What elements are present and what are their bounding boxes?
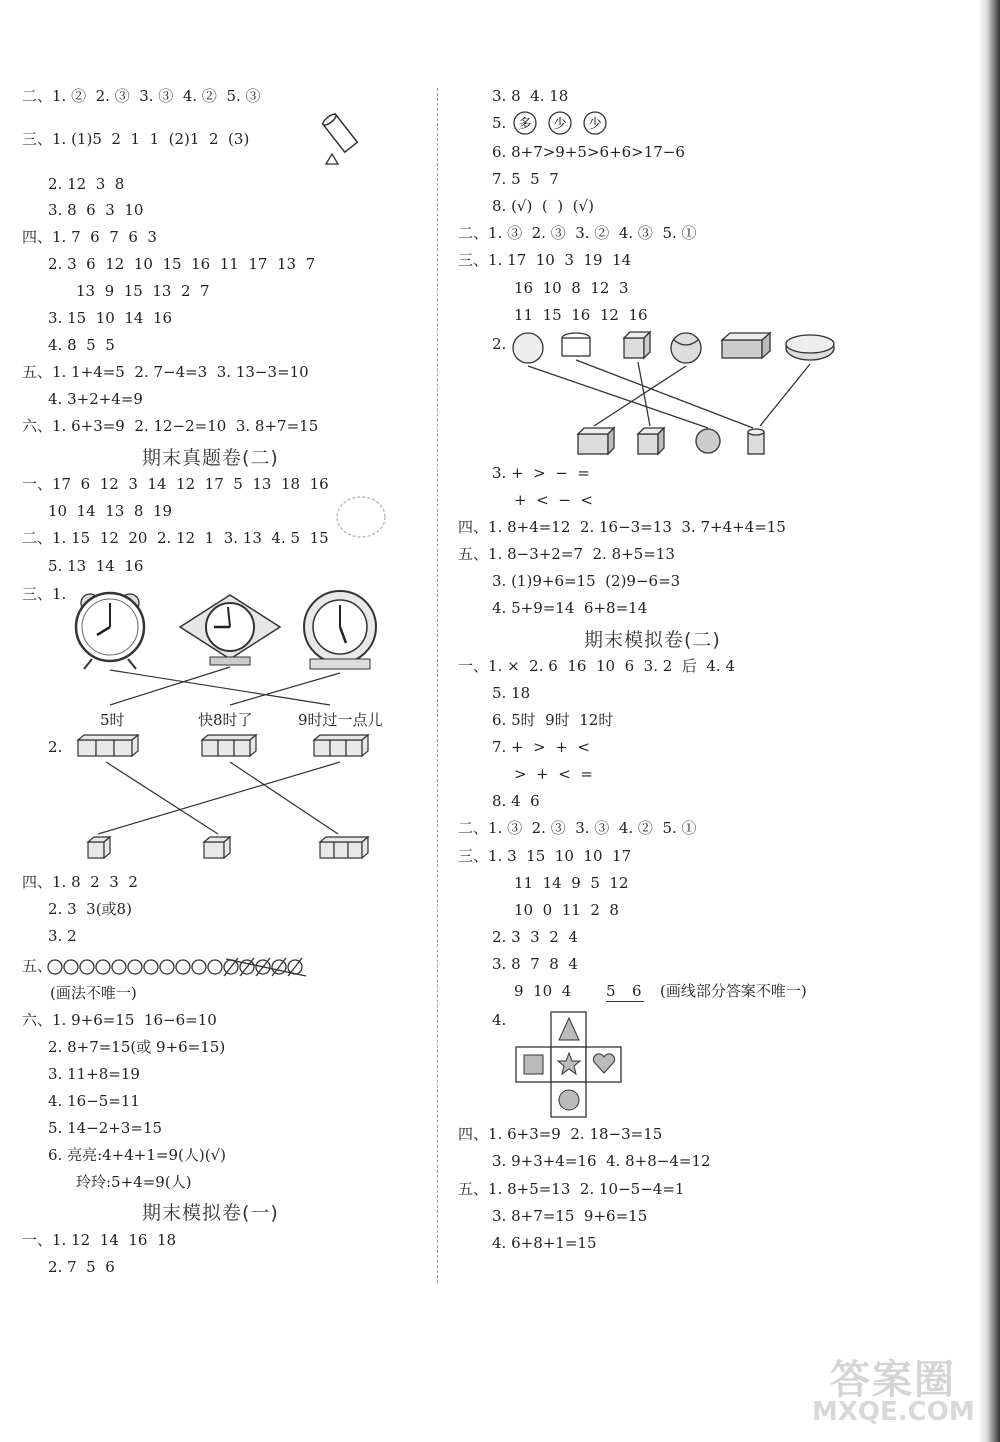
circled-word: 少 bbox=[588, 117, 602, 132]
circle-drawing-figure bbox=[46, 956, 310, 978]
answer-line: 六、1. 6+3=9 2. 12−2=10 3. 8+7=15 bbox=[22, 417, 319, 435]
answer-line: 五、1. 1+4=5 2. 7−4=3 3. 13−3=10 bbox=[22, 363, 309, 381]
answer-line: 6. 亮亮:4+4+1=9(人)(√) bbox=[48, 1146, 226, 1164]
answer-line: 10 0 11 2 8 bbox=[514, 901, 619, 919]
answer-line: 2. 8+7=15(或 9+6=15) bbox=[48, 1038, 226, 1056]
answer-line: 三、1. 3 15 10 10 17 bbox=[458, 847, 632, 865]
answer-line: 3. 8 7 8 4 bbox=[492, 955, 578, 973]
cylinder-figure bbox=[322, 112, 362, 170]
answer-line: 3. 11+8=19 bbox=[48, 1065, 140, 1083]
answer-line: 二、1. ② 2. ③ 3. ③ 4. ② 5. ③ bbox=[22, 87, 261, 105]
answer-line: 2. bbox=[48, 738, 63, 756]
answer-line: 四、1. 8+4=12 2. 16−3=13 3. 7+4+4=15 bbox=[458, 518, 786, 536]
answer-line: 五、 bbox=[22, 957, 53, 975]
answer-line: 4. 8 5 5 bbox=[48, 336, 115, 354]
answer-line: 10 14 13 8 19 bbox=[48, 502, 173, 520]
watermark-url: MXQE.COM bbox=[812, 1397, 975, 1427]
underlined-answer-b: 6 bbox=[632, 982, 642, 1000]
answer-line: 2. 3 6 12 10 15 16 11 17 13 7 bbox=[48, 255, 316, 273]
answer-line: 8. 4 6 bbox=[492, 792, 540, 810]
circled-word: 多 bbox=[518, 117, 532, 132]
answer-line: 玲玲:5+4=9(人) bbox=[76, 1173, 192, 1191]
answer-line: 4. 16−5=11 bbox=[48, 1092, 140, 1110]
answer-line: 2. 3 3 2 4 bbox=[492, 928, 578, 946]
clock-label: 9时过一点儿 bbox=[298, 711, 383, 729]
answer-line: + < − < bbox=[514, 491, 593, 509]
answer-line: 6. 5时 9时 12时 bbox=[492, 711, 614, 729]
answer-line: 2. 3 3(或8) bbox=[48, 900, 132, 918]
answer-line: 11 14 9 5 12 bbox=[514, 874, 629, 892]
circled-answers bbox=[512, 110, 612, 136]
answer-line: 六、1. 9+6=15 16−6=10 bbox=[22, 1011, 217, 1029]
answer-line: 三、1. bbox=[22, 585, 67, 603]
answer-line: 四、1. 7 6 7 6 3 bbox=[22, 228, 157, 246]
answer-line: 四、1. 8 2 3 2 bbox=[22, 873, 138, 891]
answer-line: 5. 18 bbox=[492, 684, 531, 702]
answer-line: 7. 5 5 7 bbox=[492, 170, 559, 188]
clock-label: 5时 bbox=[100, 711, 125, 729]
watermark-logo: 答案圈 bbox=[830, 1357, 956, 1403]
answer-line: (画法不唯一) bbox=[50, 984, 137, 1002]
answer-line: 3. 2 bbox=[48, 927, 77, 945]
answer-line: 6. 8+7>9+5>6+6>17−6 bbox=[492, 143, 685, 161]
clocks-figure bbox=[70, 585, 390, 715]
answer-line: 3. 15 10 14 16 bbox=[48, 309, 173, 327]
answer-line: 3. 8+7=15 9+6=15 bbox=[492, 1207, 648, 1225]
underlined-answer-a: 5 bbox=[606, 981, 644, 1002]
clock-label: 快8时了 bbox=[198, 711, 253, 729]
answer-line: 五、1. 8−3+2=7 2. 8+5=13 bbox=[458, 545, 675, 563]
stamp-icon bbox=[333, 493, 389, 541]
objects-matching-figure bbox=[508, 328, 848, 460]
answer-note: (画线部分答案不唯一) bbox=[660, 982, 807, 1000]
page-edge-shadow bbox=[978, 0, 1000, 1442]
answer-line: 二、1. ③ 2. ③ 3. ② 4. ③ 5. ① bbox=[458, 224, 697, 242]
answer-line: 3. 8 6 3 10 bbox=[48, 201, 144, 219]
answer-line: 四、1. 6+3=9 2. 18−3=15 bbox=[458, 1125, 663, 1143]
answer-line: 9 10 4 bbox=[514, 982, 572, 1000]
answer-line: 7. + > + < bbox=[492, 738, 590, 756]
circled-word: 少 bbox=[553, 117, 567, 132]
answer-line: 一、1. × 2. 6 16 10 6 3. 2 后 4. 4 bbox=[458, 657, 735, 675]
answer-line: 2. 12 3 8 bbox=[48, 175, 125, 193]
cube-net-figure bbox=[514, 1010, 624, 1118]
answer-line: 三、1. 17 10 3 19 14 bbox=[458, 251, 632, 269]
answer-line: 3. 8 4. 18 bbox=[492, 87, 569, 105]
answer-line: 13 9 15 13 2 7 bbox=[76, 282, 210, 300]
answer-line: 二、1. 15 12 20 2. 12 1 3. 13 4. 5 15 bbox=[22, 529, 329, 547]
answer-line: 16 10 8 12 3 bbox=[514, 279, 629, 297]
answer-line: 4. 3+2+4=9 bbox=[48, 390, 143, 408]
answer-line: 五、1. 8+5=13 2. 10−5−4=1 bbox=[458, 1180, 685, 1198]
answer-line: 4. 6+8+1=15 bbox=[492, 1234, 597, 1252]
answer-line: 5. 13 14 16 bbox=[48, 557, 144, 575]
answer-line: 2. 7 5 6 bbox=[48, 1258, 115, 1276]
answer-line: 5. 14−2+3=15 bbox=[48, 1119, 163, 1137]
answer-line: > + < = bbox=[514, 765, 593, 783]
answer-line: 一、17 6 12 3 14 12 17 5 13 18 16 bbox=[22, 475, 329, 493]
answer-line: 二、1. ③ 2. ③ 3. ③ 4. ② 5. ① bbox=[458, 819, 697, 837]
section-heading: 期末模拟卷(一) bbox=[142, 1202, 279, 1224]
answer-line: 3. + > − = bbox=[492, 464, 590, 482]
section-heading: 期末模拟卷(二) bbox=[584, 629, 721, 651]
answer-line: 5. bbox=[492, 114, 507, 132]
answer-line: 3. 9+3+4=16 4. 8+8−4=12 bbox=[492, 1152, 711, 1170]
column-divider bbox=[437, 88, 438, 1283]
answer-line: 3. (1)9+6=15 (2)9−6=3 bbox=[492, 572, 681, 590]
answer-line: 4. 5+9=14 6+8=14 bbox=[492, 599, 648, 617]
answer-line: 三、1. (1)5 2 1 1 (2)1 2 (3) bbox=[22, 130, 250, 148]
answer-line: 一、1. 12 14 16 18 bbox=[22, 1231, 177, 1249]
answer-line: 11 15 16 12 16 bbox=[514, 306, 648, 324]
answer-line: 8. (√) ( ) (√) bbox=[492, 197, 594, 215]
answer-line: 4. bbox=[492, 1011, 507, 1029]
section-heading: 期末真题卷(二) bbox=[142, 447, 279, 469]
cube-stacks-figure bbox=[70, 734, 380, 864]
answer-line: 2. bbox=[492, 335, 507, 353]
